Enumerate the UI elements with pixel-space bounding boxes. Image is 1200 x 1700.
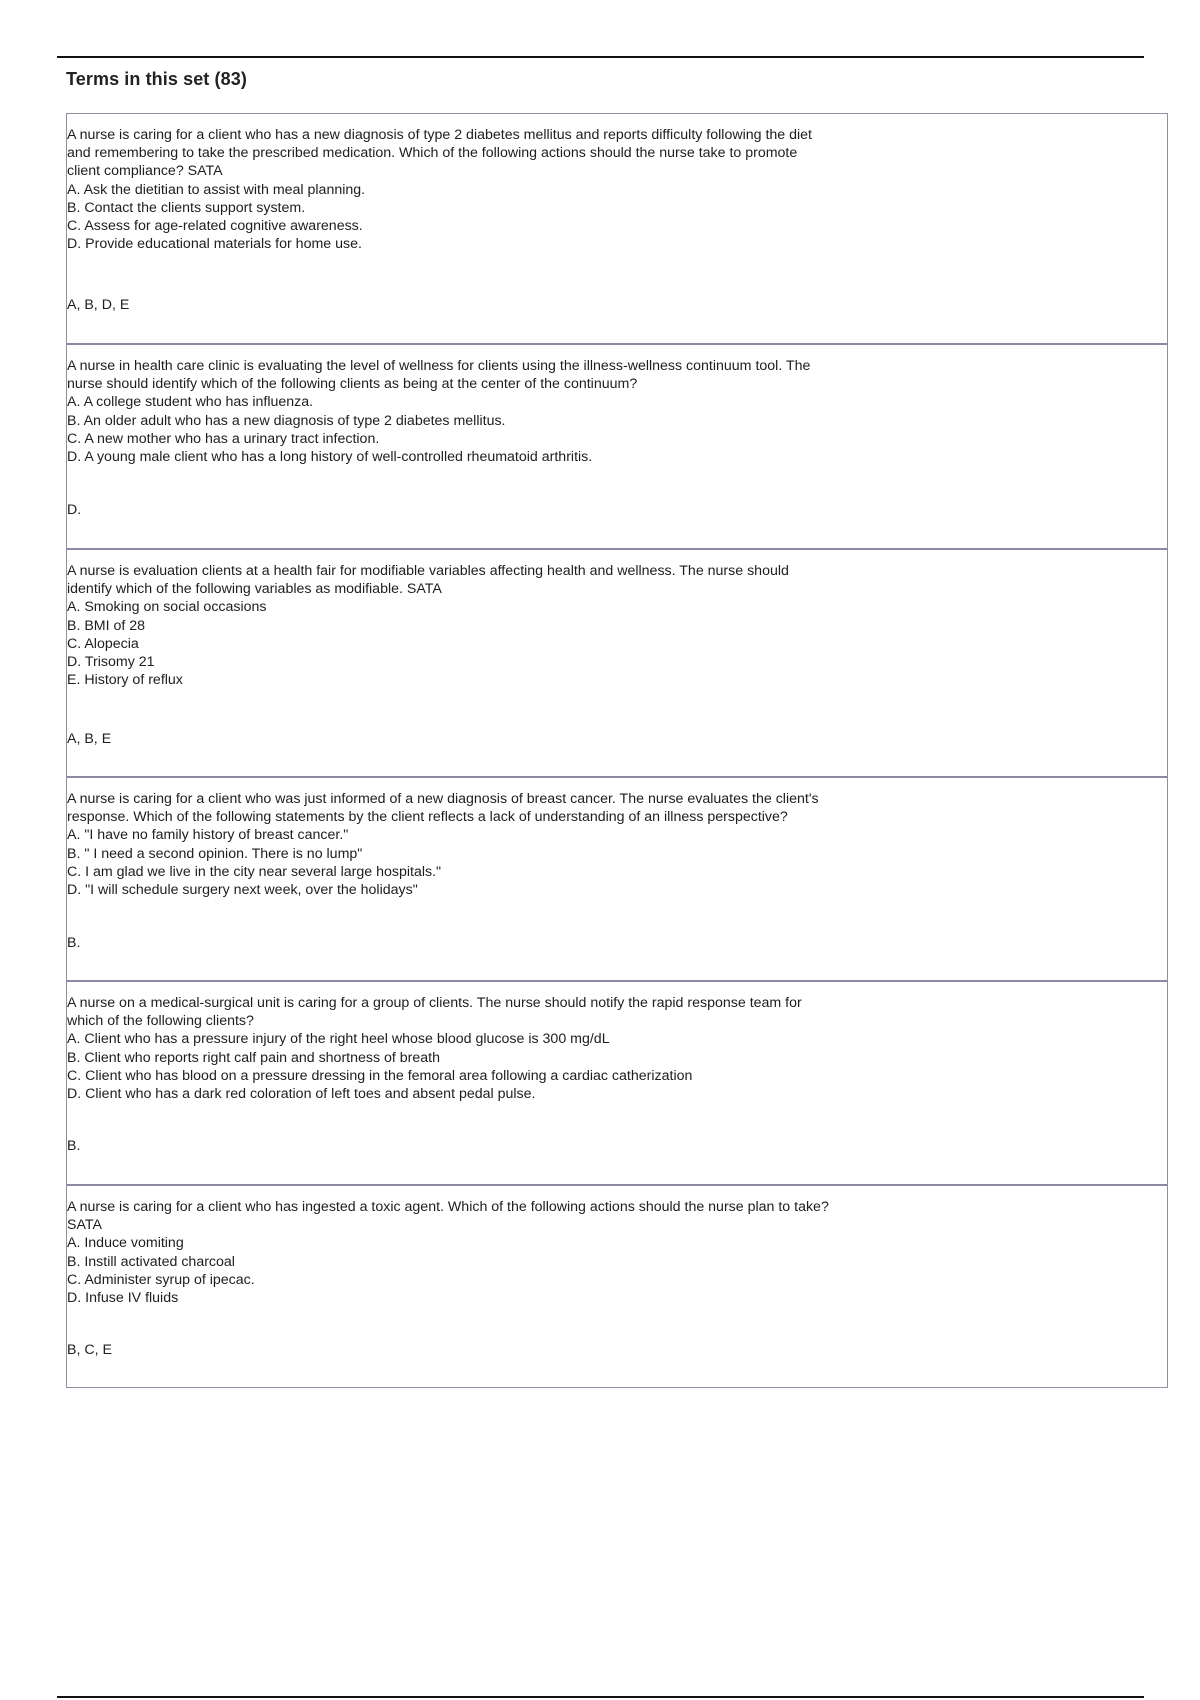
term-answer: B. xyxy=(67,935,81,951)
top-rule xyxy=(57,56,1144,58)
term-card xyxy=(66,343,1168,549)
terms-list xyxy=(66,113,1168,1388)
bottom-rule xyxy=(57,1696,1144,1698)
term-card xyxy=(66,113,1168,344)
term-question: A nurse is caring for a client who has ingested a toxic agent. Which of the following actions should the nurse plan to take? SATA A. Induce vomiting B. Instill activated charcoal C. Administer syrup of ipecac. D. Infuse IV fluids xyxy=(67,1199,829,1307)
term-card xyxy=(66,1184,1168,1388)
term-question: A nurse on a medical-surgical unit is caring for a group of clients. The nurse should notify the rapid response team for which of the following clients? A. Client who has a pressure injury of the right heel whose blood glucose is 300 mg/dL B. Client who reports right calf pain and shortness of breath C. Client who has blood on a pressure dressing in the femoral area following a cardiac catherization D. Client who has a dark red coloration of left toes and absent pedal pulse. xyxy=(67,995,802,1103)
term-answer: B, C, E xyxy=(67,1342,112,1358)
term-question: A nurse is caring for a client who has a new diagnosis of type 2 diabetes mellitus and reports difficulty following the diet and remembering to take the prescribed medication. Which of the following actions should the nurse take to promote client compliance? SATA A. Ask the dietitian to assist with meal planning. B. Contact the clients support system. C. Assess for age-related cognitive awareness. D. Provide educational materials for home use. xyxy=(67,127,812,253)
term-answer: A, B, D, E xyxy=(67,297,130,313)
term-card xyxy=(66,776,1168,981)
set-title: Terms in this set (83) xyxy=(66,69,247,89)
term-card xyxy=(66,548,1168,777)
term-question: A nurse is caring for a client who was just informed of a new diagnosis of breast cancer. The nurse evaluates the client's response. Which of the following statements by the client reflects a lack of understanding of an illness perspective? A. "I have no family history of breast cancer." B. " I need a second opinion. There is no lump" C. I am glad we live in the city near several large hospitals." D. "I will schedule surgery next week, over the holidays" xyxy=(67,791,819,899)
term-answer: B. xyxy=(67,1138,81,1154)
term-answer: A, B, E xyxy=(67,731,112,747)
term-question: A nurse in health care clinic is evaluating the level of wellness for clients using the illness-wellness continuum tool. The nurse should identify which of the following clients as being at the center of the continuum? A. A college student who has influenza. B. An older adult who has a new diagnosis of type 2 diabetes mellitus. C. A new mother who has a urinary tract infection. D. A young male client who has a long history of well-controlled rheumatoid arthritis. xyxy=(67,358,811,466)
term-question: A nurse is evaluation clients at a health fair for modifiable variables affecting health and wellness. The nurse should identify which of the following variables as modifiable. SATA A. Smoking on social occasions B. BMI of 28 C. Alopecia D. Trisomy 21 E. History of reflux xyxy=(67,563,789,689)
term-answer: D. xyxy=(67,502,82,518)
term-card xyxy=(66,980,1168,1185)
